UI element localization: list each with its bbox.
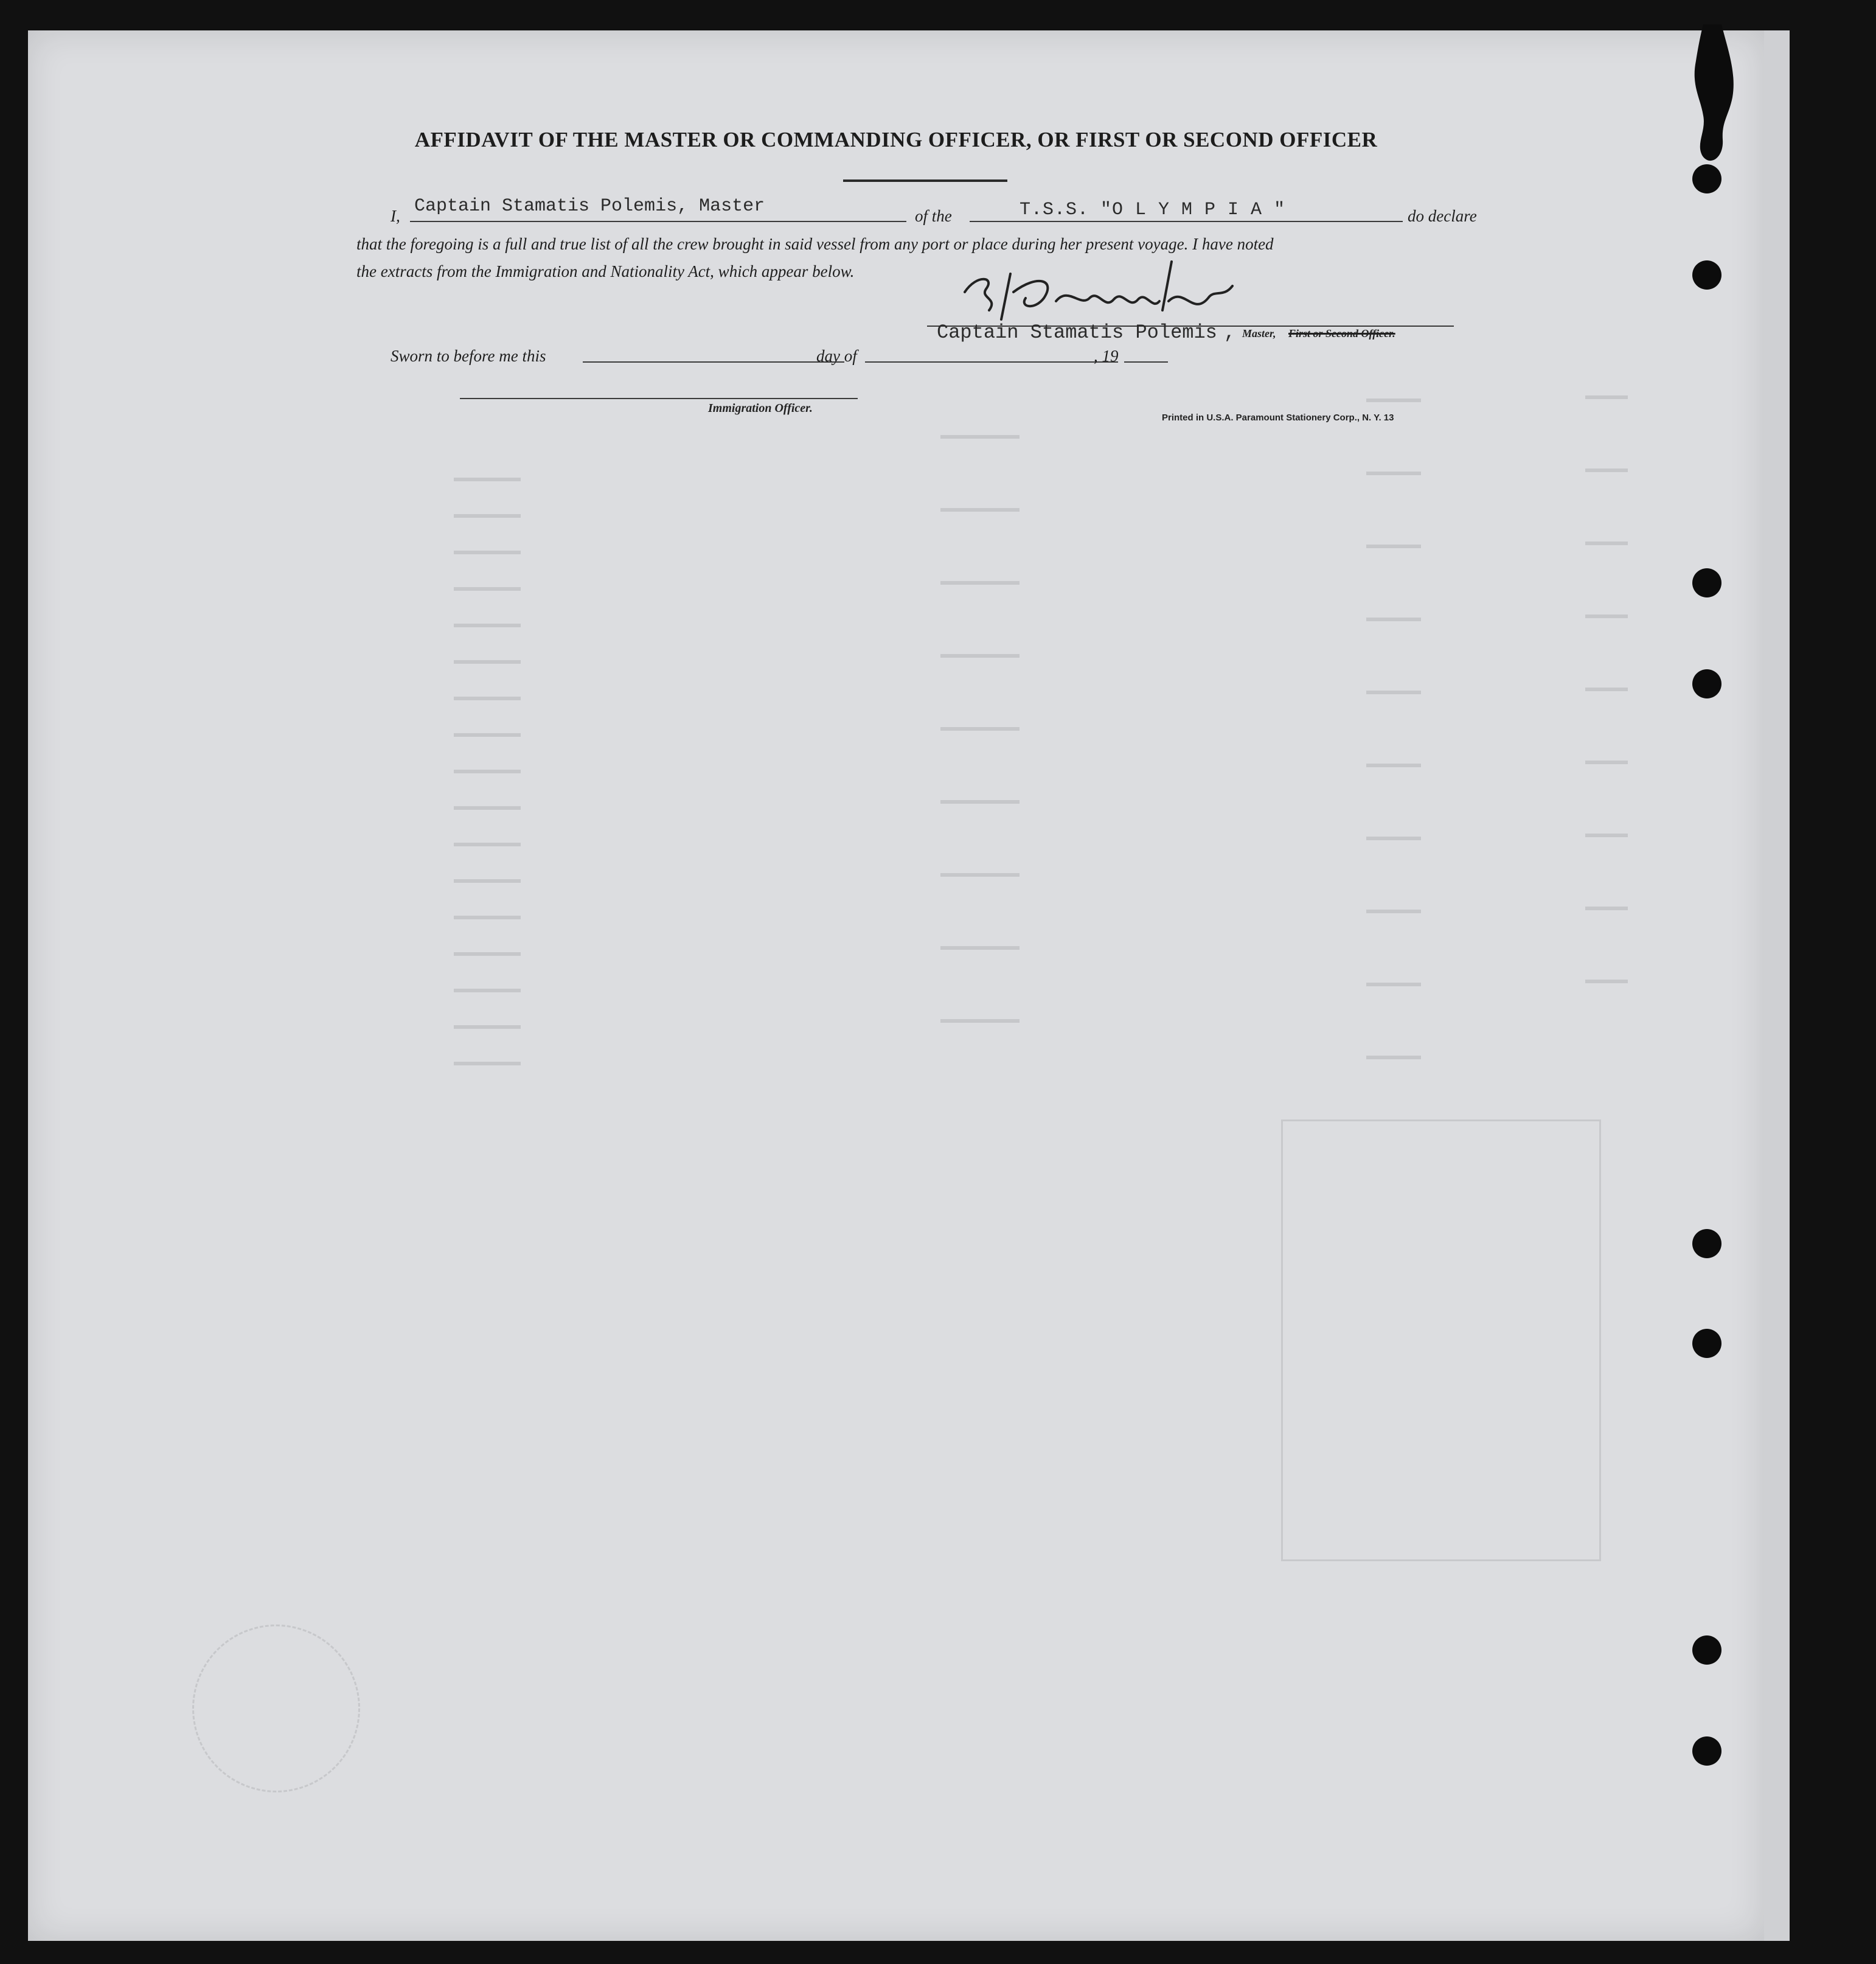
binder-hole [1692, 568, 1721, 597]
binder-hole [1692, 1229, 1721, 1258]
line1-suffix: do declare [1408, 207, 1477, 225]
declaration-line-2: that the foregoing is a full and true list of all the crew brought in said vessel from any port or place during her present voyage. I have noted [356, 235, 1274, 253]
binder-hole [1692, 1329, 1721, 1358]
binder-hole [1692, 669, 1721, 698]
sworn-text: Sworn to before me this [391, 347, 546, 365]
signer-name-typed: Captain Stamatis Polemis [937, 321, 1217, 344]
page-edge [1764, 30, 1790, 1941]
line1-prefix: I, [391, 207, 400, 225]
master-label: Master, [1242, 327, 1276, 340]
binder-hole [1692, 1736, 1721, 1766]
year-prefix: , 19 [1094, 347, 1119, 365]
affidavit-title: AFFIDAVIT OF THE MASTER OR COMMANDING OFFICER, OR FIRST OR SECOND OFFICER [414, 128, 1378, 151]
struck-officer-label: First or Second Officer. [1288, 327, 1395, 340]
master-name-typed: Captain Stamatis Polemis, Master [414, 196, 765, 217]
faint-seal-circle [192, 1624, 360, 1792]
binder-hole [1692, 260, 1721, 290]
signer-comma: , [1224, 321, 1236, 344]
faint-stamp-box [1281, 1120, 1601, 1561]
printer-imprint: Printed in U.S.A. Paramount Stationery Corp., N. Y. 13 [1162, 413, 1394, 423]
binder-hole [1692, 1635, 1721, 1665]
vessel-name-typed: T.S.S. "O L Y M P I A " [1020, 200, 1286, 220]
ink-blot [1685, 24, 1740, 170]
declaration-line-3: the extracts from the Immigration and Nationality Act, which appear below. [356, 262, 855, 280]
day-of-text: day of [816, 347, 857, 365]
line1-mid: of the [915, 207, 952, 225]
document-page [28, 30, 1764, 1941]
immigration-officer-label: Immigration Officer. [708, 402, 813, 415]
